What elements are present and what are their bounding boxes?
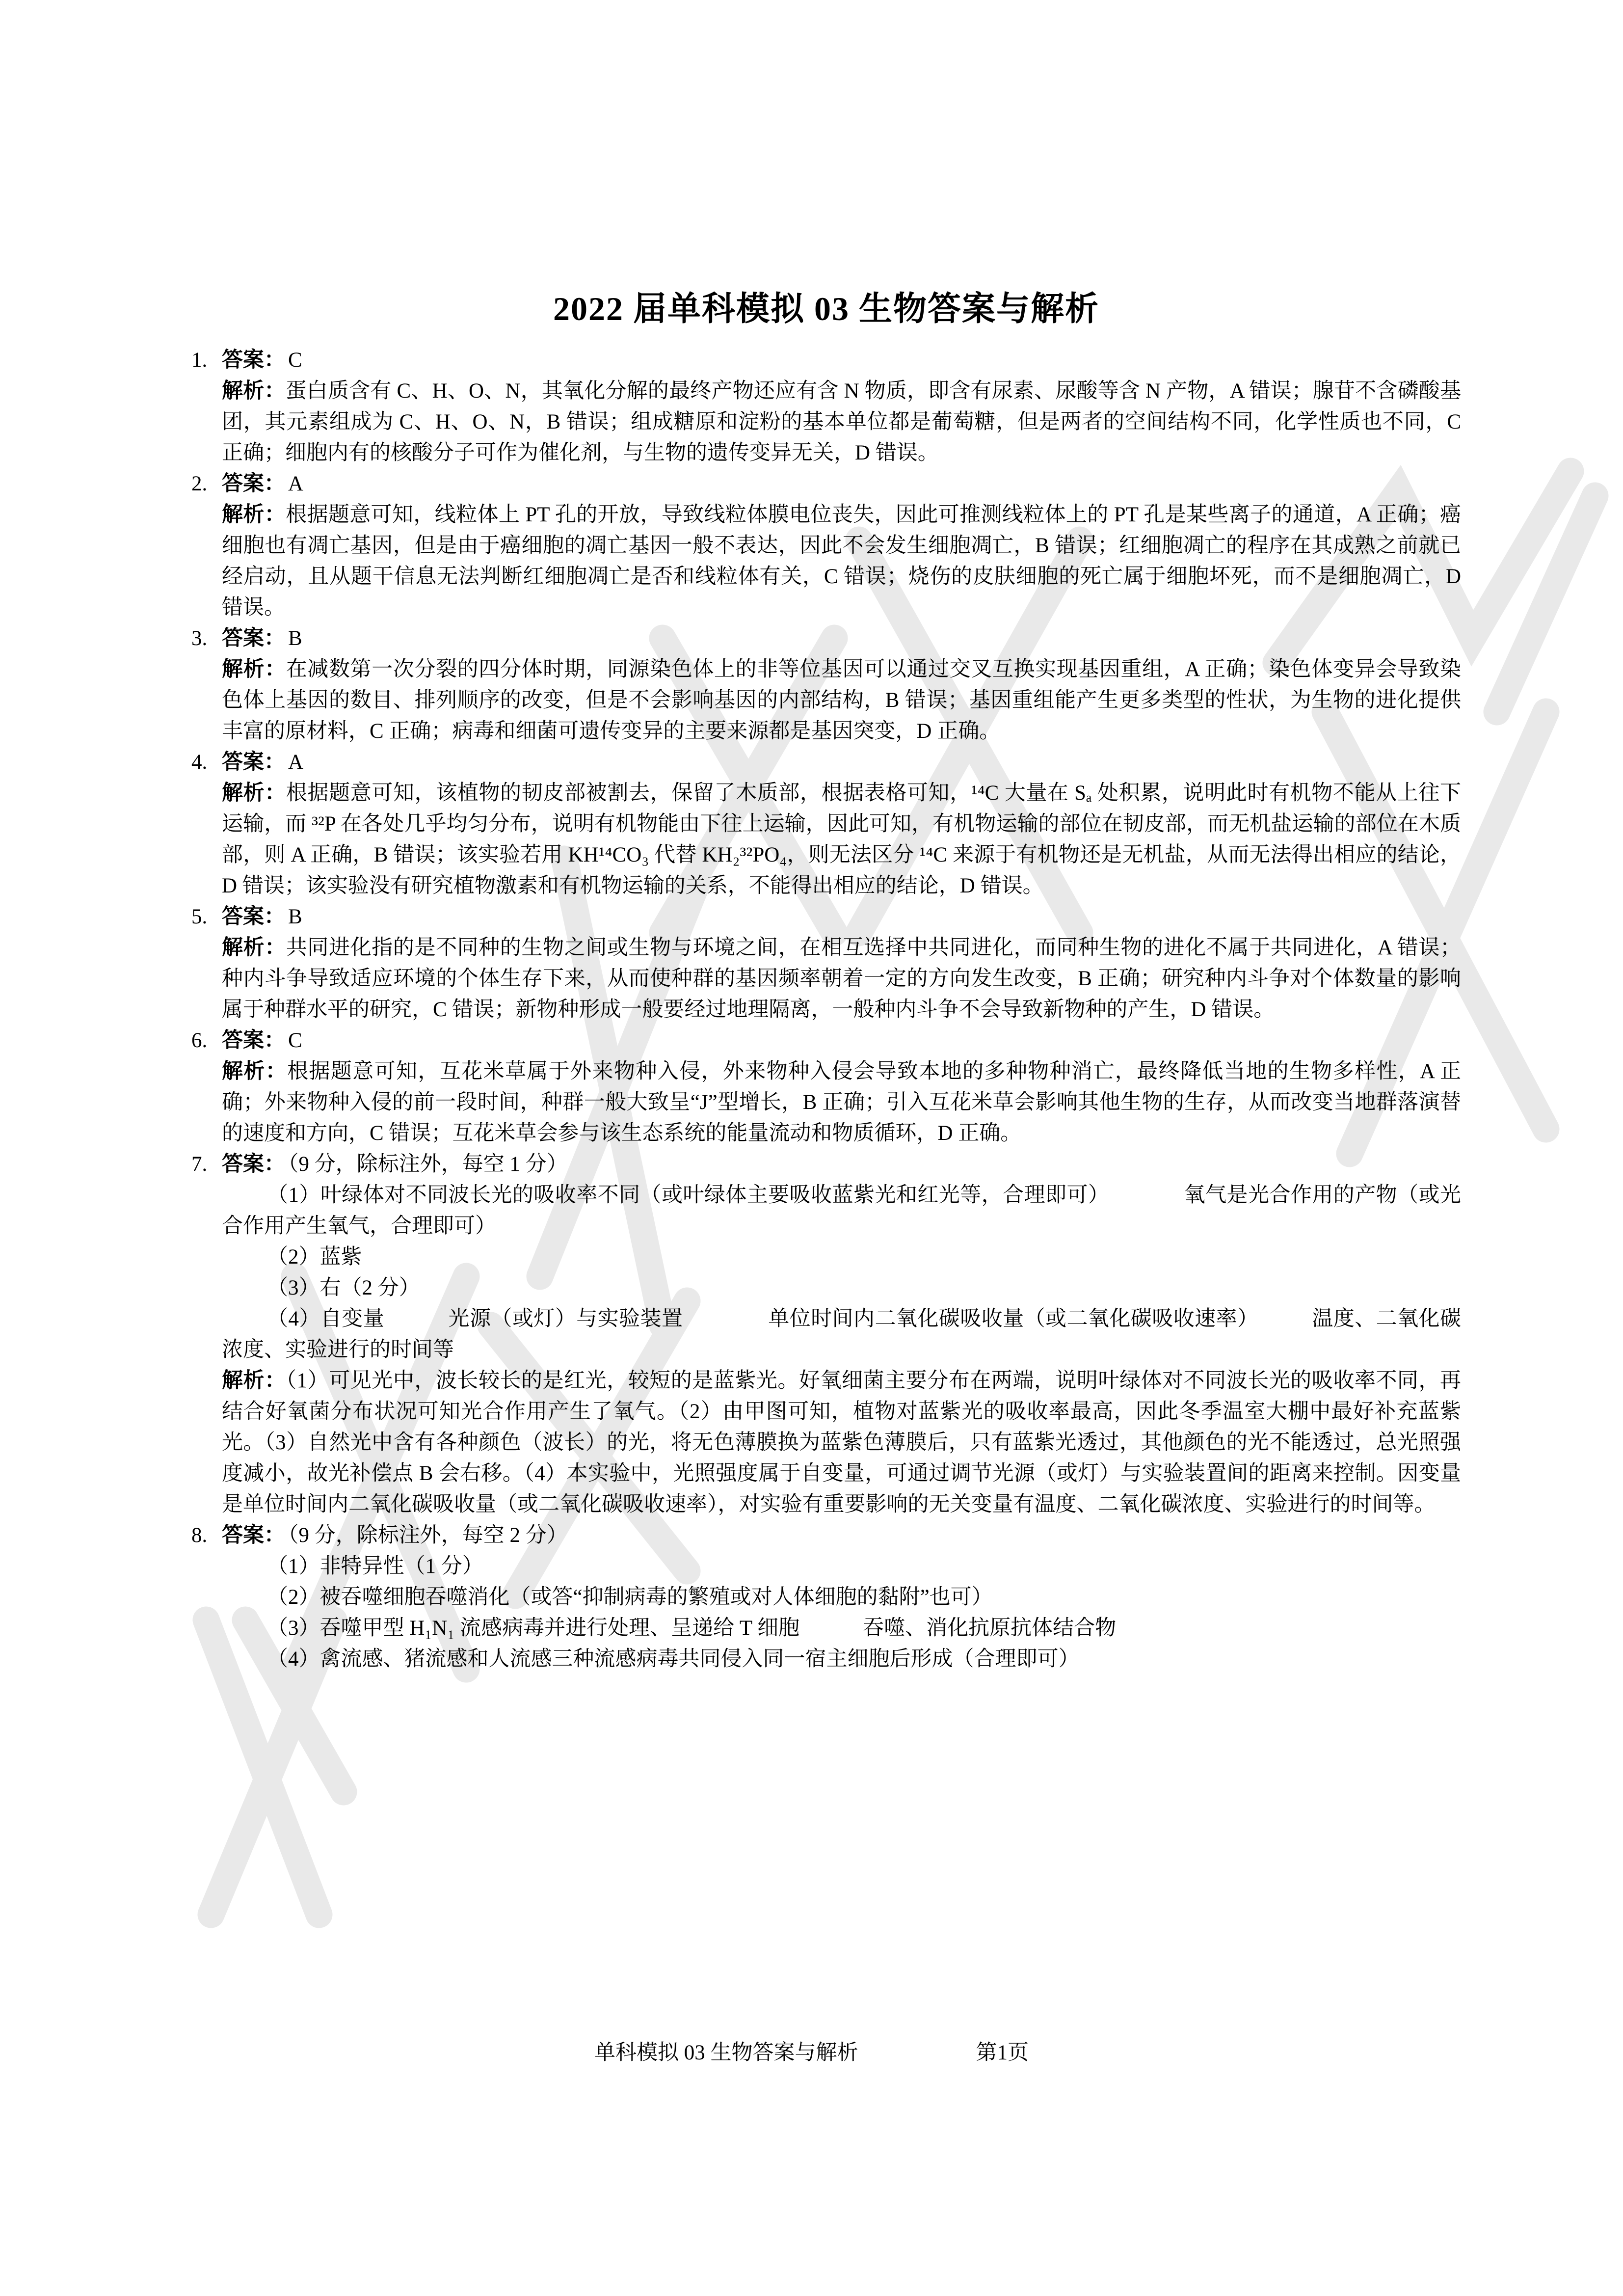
answer-value: A: [288, 472, 304, 495]
answer-label: 答案：: [222, 348, 285, 372]
explain-label: 解析：: [222, 781, 286, 805]
explain-label: 解析：: [222, 503, 286, 526]
sub-answer-3: （3）吞噬甲型 H₁N₁ 流感病毒并进行处理、呈递给 T 细胞 吞噬、消化抗原抗体结合物: [267, 1617, 1117, 1640]
question-number: 5.: [191, 905, 208, 928]
explanation-text: 蛋白质含有 C、H、O、N，其氧化分解的最终产物还应有含 N 物质，即含有尿素、尿酸等含 N 产物，A 错误；腺苷不含磷酸基团，其元素组成为 C、H、O、N，B 错误；组成糖原和淀粉的基本单位都是葡萄糖，但是两者的空间结构不同，化学性质也不同，C 正确；细胞内有的核酸分子可作为催化剂，与生物的遗传变异无关，D 错误。: [222, 379, 1461, 464]
question-number: 2.: [191, 472, 208, 495]
answer-line: [191, 901, 1461, 932]
explanation: [222, 654, 1461, 747]
explanation: [222, 778, 1461, 901]
question-4: [191, 747, 1461, 901]
answer-line: [191, 468, 1461, 499]
explain-label: 解析：: [222, 1369, 286, 1392]
answer-label: 答案：: [222, 905, 285, 928]
explanation-text: 共同进化指的是不同种的生物之间或生物与环境之间，在相互选择中共同进化，而同种生物的进化不属于共同进化，A 错误；种内斗争导致适应环境的个体生存下来，从而使种群的基因频率朝着一定的方向发生改变，B 正确；研究种内斗争对个体数量的影响属于种群水平的研究，C 错误；新物种形成一般要经过地理隔离，一般种内斗争不会导致新物种的产生，D 错误。: [222, 936, 1462, 1021]
answer-value: C: [288, 1029, 302, 1052]
question-2: [191, 468, 1461, 623]
question-1: [191, 345, 1461, 468]
answer-label: 答案：: [222, 626, 285, 650]
explain-label: 解析：: [222, 657, 286, 681]
answer-value: C: [288, 349, 302, 372]
explain-label: 解析：: [222, 379, 286, 403]
sub-answer-2: （2）被吞噬细胞吞噬消化（或答“抑制病毒的繁殖或对人体细胞的黏附”也可）: [267, 1586, 993, 1609]
explanation: [222, 499, 1461, 623]
answer-label: 答案：: [222, 1152, 285, 1176]
answer-line: [191, 1520, 1461, 1551]
sub-answer-3: （3）右（2 分）: [267, 1276, 420, 1299]
explanation-text: 根据题意可知，线粒体上 PT 孔的开放，导致线粒体膜电位丧失，因此可推测线粒体上的 PT 孔是某些离子的通道，A 正确；癌细胞也有凋亡基因，但是由于癌细胞的凋亡基因一般不表达，因此不会发生细胞凋亡，B 错误；红细胞凋亡的程序在其成熟之前就已经启动，且从题干信息无法判断红细胞凋亡是否和线粒体有关，C 错误；烧伤的皮肤细胞的死亡属于细胞坏死，而不是细胞凋亡，D 错误。: [222, 503, 1461, 619]
answer-value: B: [288, 627, 302, 650]
answer-line: [191, 747, 1461, 778]
content-area: [191, 282, 1461, 1675]
explanation: [222, 1056, 1461, 1149]
explanation-text: 在减数第一次分裂的四分体时期，同源染色体上的非等位基因可以通过交叉互换实现基因重组，A 正确；染色体变异会导致染色体上基因的数目、排列顺序的改变，但是不会影响基因的内部结构，B 错误；基因重组能产生更多类型的性状，为生物的进化提供丰富的原材料，C 正确；病毒和细菌可遗传变异的主要来源都是基因突变，D 正确。: [222, 658, 1462, 743]
answer-line: [191, 345, 1461, 376]
answer-label: 答案：: [222, 750, 285, 774]
page-footer: [0, 2037, 1623, 2068]
question-number: 8.: [191, 1524, 208, 1547]
answer-label: 答案：: [222, 1523, 285, 1547]
explanation: [222, 376, 1461, 468]
explain-label: 解析：: [222, 936, 286, 959]
sub-answer-1: （1）非特异性（1 分）: [267, 1555, 483, 1578]
explanation-text: 根据题意可知，互花米草属于外来物种入侵，外来物种入侵会导致本地的多种物种消亡，最终降低当地的生物多样性，A 正确；外来物种入侵的前一段时间，种群一般大致呈“J”型增长，B 正确；引入互花米草会影响其他生物的生存，从而改变当地群落演替的速度和方向，C 错误；互花米草会参与该生态系统的能量流动和物质循环，D 正确。: [222, 1060, 1461, 1145]
answer-value: （9 分，除标注外，每空 1 分）: [288, 1153, 568, 1176]
question-7: [191, 1149, 1461, 1520]
question-8: [191, 1520, 1461, 1675]
question-number: 7.: [191, 1153, 208, 1176]
question-number: 4.: [191, 751, 208, 774]
answer-label: 答案：: [222, 472, 285, 495]
explanation: [222, 932, 1461, 1025]
answer-label: 答案：: [222, 1028, 285, 1052]
explanation: [222, 1365, 1461, 1520]
footer-page-number: 第1页: [976, 2041, 1029, 2064]
explanation-text: （1）可见光中，波长较长的是红光，较短的是蓝紫光。好氧细菌主要分布在两端，说明叶绿体对不同波长光的吸收率不同，再结合好氧菌分布状况可知光合作用产生了氧气。（2）由甲图可知，植物对蓝紫光的吸收率最高，因此冬季温室大棚中最好补充蓝紫光。（3）自然光中含有各种颜色（波长）的光，将无色薄膜换为蓝紫色薄膜后，只有蓝紫光透过，其他颜色的光不能透过，总光照强度减小，故光补偿点 B 会右移。（4）本实验中，光照强度属于自变量，可通过调节光源（或灯）与实验装置间的距离来控制。因变量是单位时间内二氧化碳吸收量（或二氧化碳吸收速率），对实验有重要影响的无关变量有温度、二氧化碳浓度、实验进行的时间等。: [222, 1369, 1462, 1516]
footer-doc-title: 单科模拟 03 生物答案与解析: [594, 2041, 858, 2064]
sub-answer-1: （1）叶绿体对不同波长光的吸收率不同（或叶绿体主要吸收蓝紫光和红光等，合理即可） 氧气是光合作用的产物（或光合作用产生氧气，合理即可）: [222, 1184, 1461, 1238]
question-number: 3.: [191, 627, 208, 650]
answer-value: A: [288, 751, 304, 774]
question-6: [191, 1025, 1461, 1149]
answer-value: B: [288, 905, 302, 928]
question-number: 1.: [191, 349, 208, 372]
question-5: [191, 901, 1461, 1025]
explanation-text: 根据题意可知，该植物的韧皮部被割去，保留了木质部，根据表格可知，¹⁴C 大量在 Sₐ 处积累，说明此时有机物不能从上往下运输，而 ³²P 在各处几乎均匀分布，说明有机物能由下往上运输，因此可知，有机物运输的部位在韧皮部，而无机盐运输的部位在木质部，则 A 正确，B 错误；该实验若用 KH¹⁴CO₃ 代替 KH₂³²PO₄，则无法区分 ¹⁴C 来源于有机物还是无机盐，从而无法得出相应的结论，D 错误；该实验没有研究植物激素和有机物运输的关系，不能得出相应的结论，D 错误。: [222, 782, 1461, 897]
answer-line: [191, 1025, 1461, 1056]
explain-label: 解析：: [222, 1059, 288, 1083]
sub-answer-2: （2）蓝紫: [267, 1245, 362, 1269]
answer-line: [191, 623, 1461, 654]
question-number: 6.: [191, 1029, 208, 1052]
question-3: [191, 623, 1461, 747]
answer-line: [191, 1149, 1461, 1180]
answer-value: （9 分，除标注外，每空 2 分）: [288, 1524, 568, 1547]
sub-answer-4: （4）禽流感、猪流感和人流感三种流感病毒共同侵入同一宿主细胞后形成（合理即可）: [267, 1648, 1080, 1671]
page-title: 2022 届单科模拟 03 生物答案与解析: [553, 290, 1099, 327]
sub-answer-4: （4）自变量 光源（或灯）与实验装置 单位时间内二氧化碳吸收量（或二氧化碳吸收速率） 温度、二氧化碳浓度、实验进行的时间等: [222, 1307, 1461, 1361]
